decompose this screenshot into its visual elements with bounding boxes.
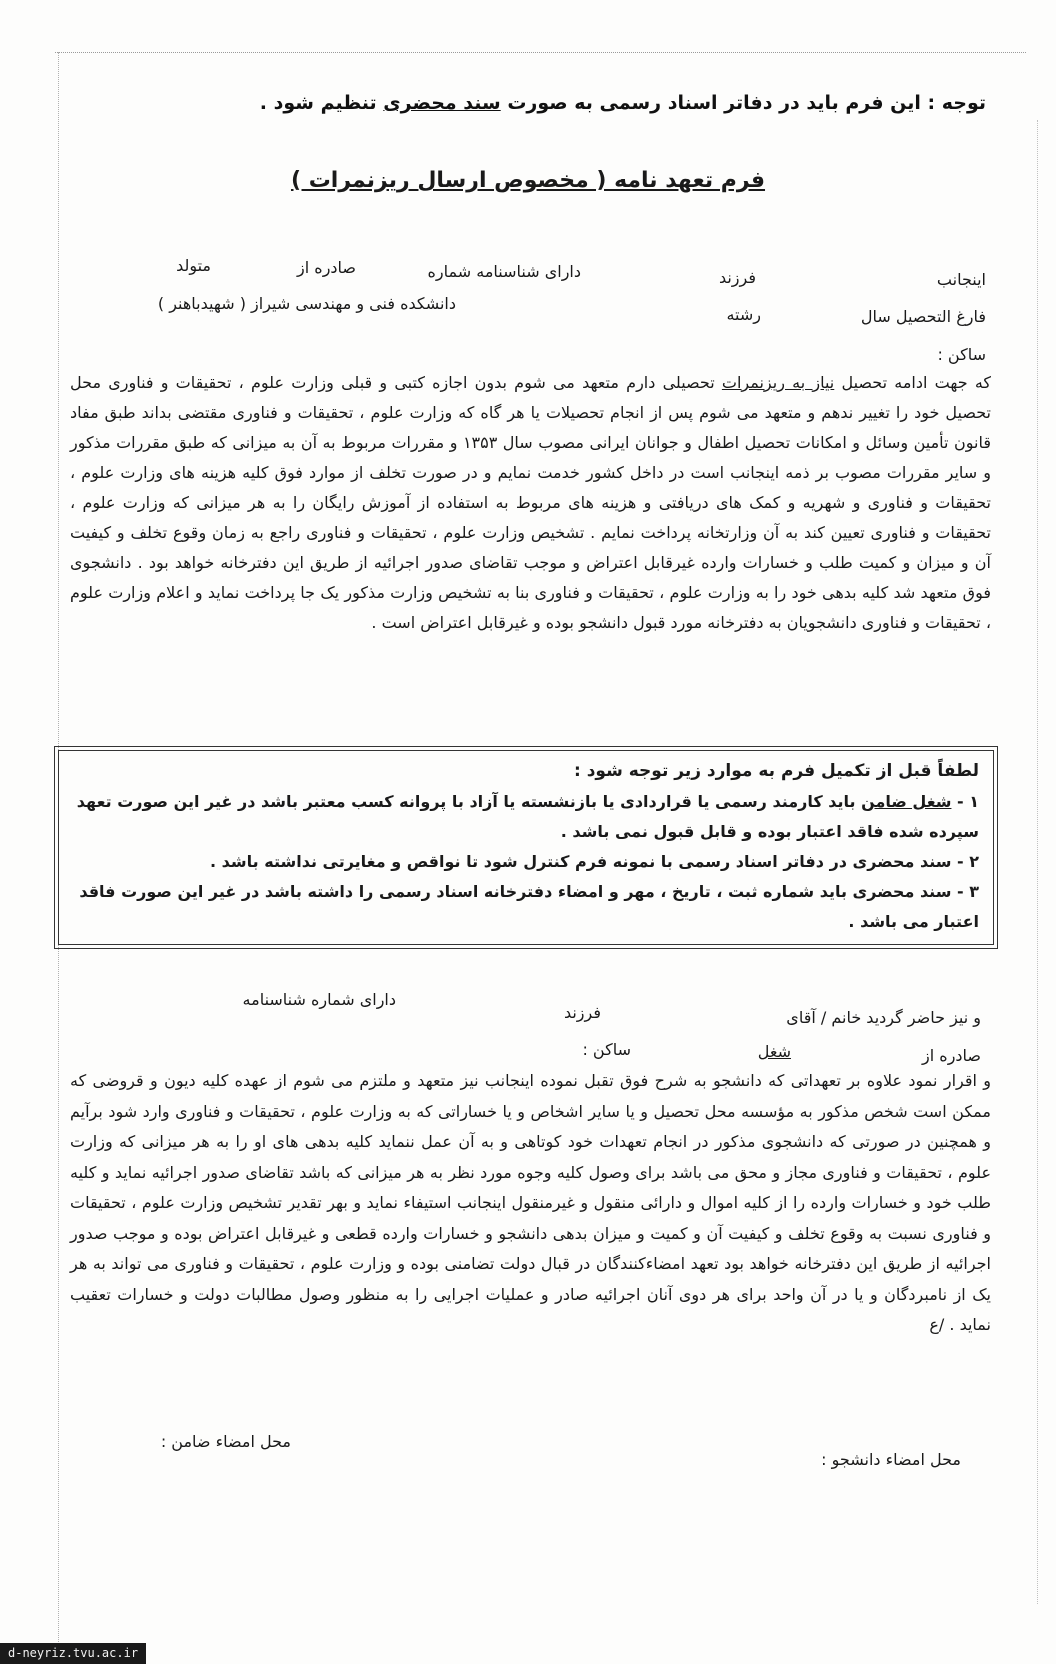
student-signature-label: محل امضاء دانشجو :	[821, 1450, 961, 1469]
notarization-notice	[260, 92, 986, 114]
attention-box	[58, 750, 994, 945]
attention-item-1-underlined: شغل ضامن	[861, 792, 952, 811]
attention-item-1-number: ۱ -	[951, 792, 979, 811]
notice-suffix: تنظیم شود .	[259, 92, 384, 114]
student-field-of-study-field[interactable]	[597, 303, 707, 322]
guarantor-child-of-label: فرزند	[563, 1003, 601, 1022]
student-name-field[interactable]	[762, 268, 912, 287]
guarantor-id-number-field[interactable]	[132, 988, 222, 1007]
attention-item-1-text: باید کارمند رسمی یا قراردادی یا بازنشسته یا آزاد با پروانه کسب معتبر باشد در غیر این صورت تعهد سپرده شده فاقد اعتبار بوده و قابل قبول نمی باشد .	[76, 792, 979, 841]
guarantor-father-name-field[interactable]	[412, 1000, 542, 1019]
scan-border-right	[1037, 120, 1038, 1604]
attention-heading: لطفاً قبل از تکمیل فرم به موارد زیر توجه شود :	[573, 761, 979, 781]
student-issued-from-field[interactable]	[212, 256, 282, 275]
student-graduated-year-field[interactable]	[757, 305, 847, 324]
student-i-label: اینجانب	[936, 270, 986, 289]
student-pledge-text	[70, 368, 991, 638]
student-issued-from-label: صادره از	[297, 258, 356, 277]
pledge-body: تحصیلی دارم متعهد می شوم بدون اجازه کتبی و قبلی وزارت علوم ، تحقیقات و فناوری محل تحصیل خود را تغییر ندهم و متعهد می شوم پس از انجام تحصیلات یا هر گاه که وزارت علوم ، تحقیقات و فناوری مقتضی بداند طبق مفاد قانون تأمین وسائل و امکانات تحصیل اطفال و جوانان ایرانی مصوب سال ۱۳۵۳ و مقررات مربوط به آن به میزانی که طبق مقررات مذکور و سایر مقررات مصوب بر ذمه اینجانب است در داخل کشور خدمت نمایم و در صورت تخلف از موارد فوق کلیه هزینه های وزارت علوم ، تحقیقات و فناوری و شهریه و کمک های دریافتی و هزینه های مربوط به استفاده از آموزش رایگان را به هر میزانی که وزارت علوم ، تحقیقات و فناوری تعیین کند به آن وزارتخانه پرداخت نمایم . تشخیص وزارت علوم ، تحقیقات و فناوری راجع به زمان وقوع تخلف و کیفیت آن و میزان و کمیت طلب و خسارات وارده غیرقابل اعتراض و موجب تقاضای صدور اجرائیه از طریق این دفترخانه خواهد بود . دانشجوی فوق متعهد شد کلیه بدهی خود را به وزارت علوم ، تحقیقات و فناوری بنا به تشخیص وزارت مذکور یک جا پرداخت نماید و اعلام وزارت علوم ، تحقیقات و فناوری دانشجویان به دفترخانه مورد قبول دانشجو بوده و غیرقابل اعتراض است .	[70, 373, 991, 632]
notice-underlined: سند محضری	[383, 92, 501, 114]
guarantor-job-label: شغل	[757, 1042, 791, 1061]
site-watermark-tag: d-neyriz.tvu.ac.ir	[0, 1643, 146, 1664]
guarantor-name-field[interactable]	[617, 1006, 747, 1025]
guarantor-present-label: و نیز حاضر گردید خانم / آقای	[786, 1008, 981, 1027]
guarantor-pledge-text: و اقرار نمود علاوه بر تعهداتی که دانشجو به شرح فوق تقبل نموده اینجانب نیز متعهد و ملتزم می شوم از عهده کلیه دیون و قروضی که ممکن است شخص مذکور به مؤسسه محل تحصیل و یا سایر اشخاص و یا خساراتی که به وزارت علوم ، تحقیقات و فناوری وارد شود برآیم و همچنین در صورتی که دانشجوی مذکور در انجام تعهدات خود کوتاهی و به آن عمل ننماید کلیه بدهی های او را به هر میزانی که وزارت علوم ، تحقیقات و فناوری مجاز و محق می باشد برای وصول کلیه وجوه مورد نظر به هر میزانی که باشد تقاضای صدور اجرائیه نماید و کلیه طلب خود و خسارات وارده را از کلیه اموال و دارائی منقول و غیرمنقول اینجانب استیفاء نماید و بهر تقدیر تشخیص وزارت علوم ، تحقیقات و فناوری نسبت به وقوع تخلف و کیفیت آن و کمیت و میزان بدهی دانشجو و خسارات وارده قطعی و غیرقابل اعتراض بوده و موجب صدور اجرائیه از طریق این دفترخانه خواهد بود تعهد امضاءکنندگان در قبال دولت تضامنی بوده و وزارت علوم ، تحقیقات و فناوری می تواند به هر یک از نامبردگان و یا در آن واحد برای هر دوی آنان اجرائیه صادر و عملیات اجرایی را به منظور وصول مطالبات دولت و خسارات تعقیب نماید . /ع	[70, 1071, 991, 1334]
attention-item-2: ۲ - سند محضری در دفاتر اسناد رسمی با نمونه فرم کنترل شود تا نواقص و مغایرتی نداشته باشد .	[210, 852, 979, 871]
guarantor-job-field[interactable]	[642, 1040, 742, 1059]
student-child-of-label: فرزند	[718, 268, 756, 287]
student-address-field[interactable]	[312, 343, 912, 362]
guarantor-signature-label: محل امضاء ضامن :	[160, 1432, 291, 1451]
student-born-label: متولد	[176, 256, 211, 275]
student-institution: دانشکده فنی و مهندسی شیراز ( شهیدباهنر )	[157, 294, 456, 313]
guarantor-id-number-label: دارای شماره شناسنامه	[242, 990, 396, 1009]
scan-border-top	[55, 52, 1026, 53]
student-father-name-field[interactable]	[592, 266, 692, 285]
pledge-intro-before: که جهت ادامه تحصیل	[834, 373, 992, 392]
form-title: فرم تعهد نامه ( مخصوص ارسال ریزنمرات )	[290, 168, 766, 193]
guarantor-issued-from-label: صادره از	[922, 1046, 981, 1065]
attention-item-1	[73, 787, 979, 847]
attention-item-3: ۳ - سند محضری باید شماره ثبت ، تاریخ ، مهر و امضاء دفترخانه اسناد رسمی را داشته باشد در غیر این صورت فاقد اعتبار می باشد .	[79, 882, 979, 931]
student-resident-label: ساکن :	[937, 345, 986, 364]
guarantor-issued-from-field[interactable]	[812, 1044, 912, 1063]
student-id-number-label: دارای شناسنامه شماره	[427, 262, 581, 281]
guarantor-address-field[interactable]	[182, 1038, 562, 1057]
student-field-label: رشته	[726, 305, 761, 324]
notice-prefix: توجه : این فرم باید در دفاتر اسناد رسمی به صورت	[500, 92, 986, 114]
pledge-intro-underlined: نیاز به ریزنمرات	[721, 373, 835, 392]
student-graduated-year-label: فارغ التحصیل سال	[860, 307, 986, 326]
guarantor-resident-label: ساکن :	[582, 1040, 631, 1059]
